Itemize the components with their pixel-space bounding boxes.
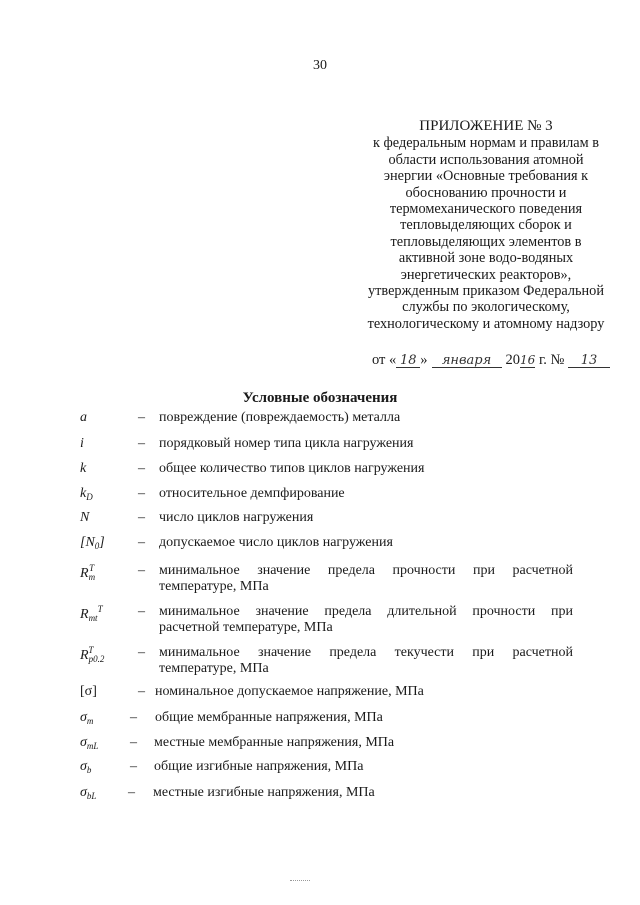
order-prefix: от «: [372, 352, 397, 368]
symbol: [80, 785, 96, 801]
symbol-description: местные мембранные напряжения, МПа: [154, 735, 395, 750]
dash: –: [128, 785, 135, 800]
dash: –: [138, 510, 145, 525]
symbol-description: [159, 604, 573, 636]
dash: –: [138, 486, 145, 501]
symbol: [80, 486, 93, 502]
symbol-description: общие мембранные напряжения, МПа: [155, 710, 383, 725]
symbol-subscript: 0: [94, 541, 100, 551]
appendix-line: термомеханического поведения: [389, 201, 583, 218]
symbol: a: [80, 410, 87, 425]
appendix-line: технологическому и атомному надзору: [367, 315, 605, 332]
description-line-1: минимальное значение предела текучести при расчетной: [159, 645, 573, 660]
symbol-subscript: m: [86, 716, 94, 726]
scan-speck: [290, 878, 310, 881]
appendix-line: утвержденным приказом Федеральной: [368, 283, 604, 300]
page-number: 30: [313, 58, 327, 73]
symbol-subscript: m: [88, 572, 96, 582]
description-line-2: температуре, МПа: [159, 661, 269, 676]
symbol-base: σ: [80, 710, 87, 725]
appendix-line: тепловыделяющих элементов в: [390, 233, 582, 250]
symbol-subscript: D: [86, 492, 93, 502]
symbol-base: k: [80, 486, 87, 501]
description-line-2: расчетной температуре, МПа: [159, 620, 333, 635]
symbol-base: R: [80, 607, 89, 622]
dash: –: [138, 563, 145, 578]
symbol-description: местные изгибные напряжения, МПа: [153, 785, 375, 800]
symbol-description: порядковый номер типа цикла нагружения: [159, 436, 414, 451]
symbol-description: число циклов нагружения: [159, 510, 314, 525]
appendix-heading: ПРИЛОЖЕНИЕ № 3: [419, 118, 553, 134]
symbol-description: повреждение (повреждаемость) металла: [159, 410, 401, 425]
symbol: i: [80, 436, 84, 451]
symbol-base: σ: [80, 785, 87, 800]
appendix-line: службы по экологическому,: [402, 299, 570, 316]
appendix-line: активной зоне водо-водяных: [398, 250, 574, 267]
order-reference: [372, 352, 610, 369]
symbol-tail: ]: [99, 535, 105, 550]
dash: –: [138, 684, 145, 699]
symbol-description: [159, 645, 573, 677]
order-month-handwritten: января: [432, 354, 502, 368]
symbol: [80, 645, 105, 664]
appendix-line: обоснованию прочности и: [405, 184, 567, 201]
dash: –: [138, 436, 145, 451]
dash: –: [130, 759, 137, 774]
dash: –: [130, 710, 137, 725]
symbols-title: Условные обозначения: [242, 390, 398, 406]
symbol-base: σ: [80, 735, 87, 750]
appendix-line: к федеральным нормам и правилам в: [373, 135, 599, 152]
symbol: k: [80, 461, 87, 476]
symbol-description: допускаемое число циклов нагружения: [159, 535, 393, 550]
symbol-superscript: T: [88, 645, 94, 655]
dash: –: [138, 645, 145, 660]
symbol: [80, 535, 105, 551]
symbol-subscript: bL: [86, 791, 97, 801]
dash: –: [130, 735, 137, 750]
symbol-base: σ: [80, 759, 87, 774]
dash: –: [138, 461, 145, 476]
order-year-suffix: г. №: [535, 352, 565, 368]
symbol-subscript: p0.2: [88, 654, 105, 664]
appendix-line: области использования атомной: [388, 151, 584, 168]
order-number-handwritten: 13: [568, 354, 610, 368]
symbol: [80, 735, 98, 751]
symbol-description: относительное демпфирование: [159, 486, 345, 501]
order-day-handwritten: 18: [396, 354, 420, 368]
order-year-handwritten: 16: [520, 353, 536, 367]
symbol-description: общее количество типов циклов нагружения: [159, 461, 425, 476]
symbol: [σ]: [80, 684, 97, 699]
order-year-prefix: 20: [505, 352, 521, 368]
symbol: [80, 759, 91, 775]
appendix-line: энергии «Основные требования к: [383, 168, 589, 185]
symbol-superscript: T: [89, 563, 95, 573]
order-mid: »: [420, 352, 428, 368]
symbol-base: [N: [80, 535, 95, 550]
symbol-superscript: T: [97, 604, 103, 614]
symbol: [80, 563, 94, 582]
dash: –: [138, 535, 145, 550]
symbol-description: номинальное допускаемое напряжение, МПа: [155, 684, 424, 699]
symbol-subscript: mL: [86, 741, 99, 751]
dash: –: [138, 410, 145, 425]
description-line-1: минимальное значение предела прочности при расчетной: [159, 563, 573, 578]
symbol: [80, 710, 93, 726]
symbol-base: R: [80, 648, 89, 663]
description-line-2: температуре, МПа: [159, 579, 269, 594]
symbol: [80, 604, 103, 623]
symbol-base: R: [80, 566, 89, 581]
symbol-description: общие изгибные напряжения, МПа: [154, 759, 364, 774]
appendix-header: [355, 118, 617, 332]
dash: –: [138, 604, 145, 619]
symbol-subscript: mt: [88, 613, 98, 623]
symbol-subscript: b: [86, 765, 92, 775]
appendix-line: энергетических реакторов»,: [400, 266, 572, 283]
symbol: N: [80, 510, 90, 525]
symbol-description: [159, 563, 573, 595]
description-line-1: минимальное значение предела длительной прочности при: [159, 604, 573, 619]
appendix-line: тепловыделяющих сборок и: [400, 217, 572, 234]
